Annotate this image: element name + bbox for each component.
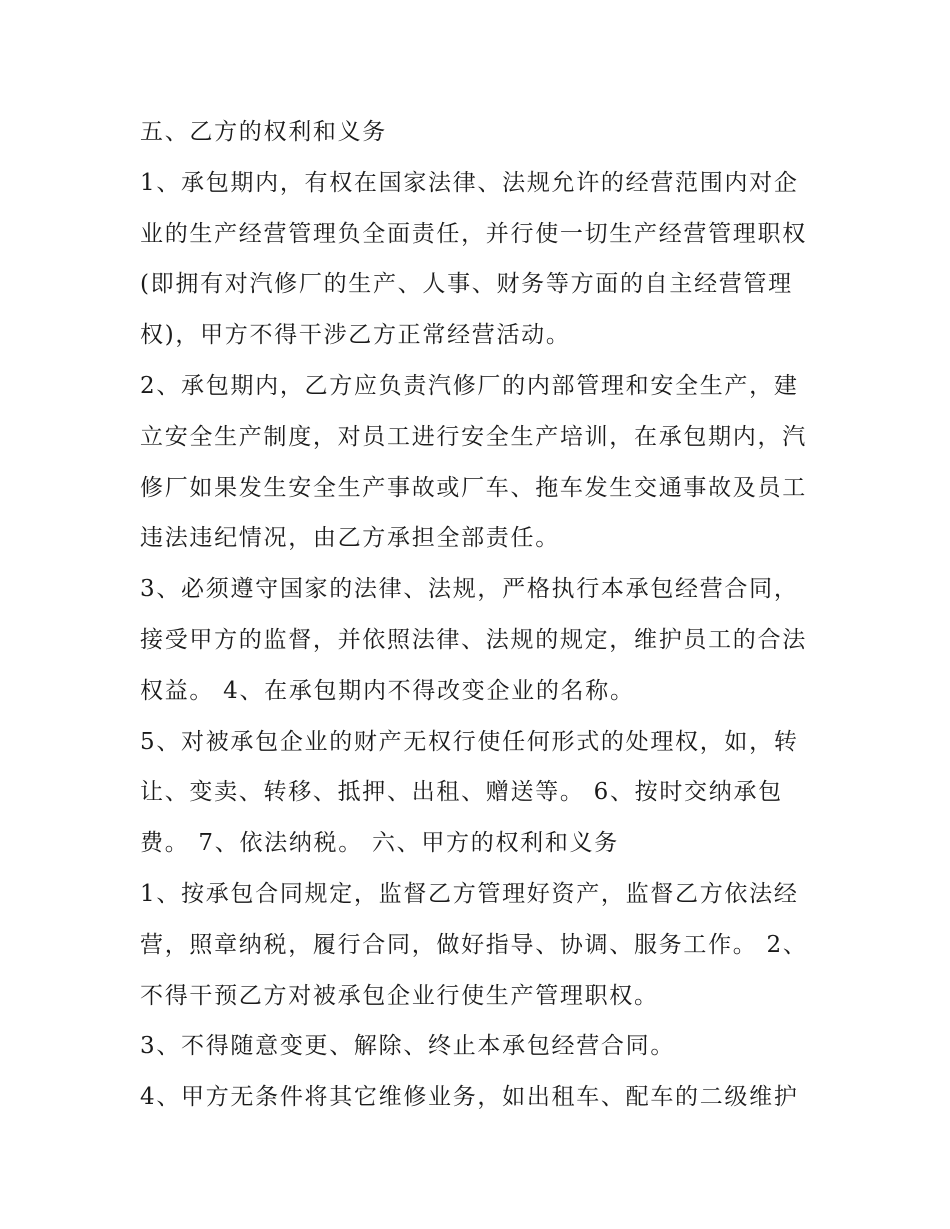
text-line: 5、对被承包企业的财产无权行使任何形式的处理权，如，转 [140,728,799,755]
text-line: 3、必须遵守国家的法律、法规，严格执行本承包经营合同， [140,576,799,603]
text-line: 修厂如果发生安全生产事故或厂车、拖车发生交通事故及员工 [140,474,807,501]
text-line: 权益。 4、在承包期内不得改变企业的名称。 [140,677,635,704]
text-line: 权)，甲方不得干涉乙方正常经营活动。 [140,322,571,349]
section-heading: 五、乙方的权利和义务 [140,119,387,145]
text-line: 接受甲方的监督，并依照法律、法规的规定，维护员工的合法 [140,626,807,653]
text-line: 让、变卖、转移、抵押、出租、赠送等。 6、按时交纳承包 [140,779,783,806]
document-body [140,107,830,1123]
text-line: 费。 7、依法纳税。 六、甲方的权利和义务 [140,830,619,857]
text-line: 营，照章纳税，履行合同，做好指导、协调、服务工作。 2、 [140,931,808,958]
text-line: 不得干预乙方对被承包企业行使生产管理职权。 [140,982,659,1009]
text-line: 4、甲方无条件将其它维修业务，如出租车、配车的二级维护 [140,1084,799,1111]
text-line: 2、承包期内，乙方应负责汽修厂的内部管理和安全生产，建 [140,372,799,399]
text-line: 业的生产经营管理负全面责任，并行使一切生产经营管理职权 [140,220,807,247]
text-line: 3、不得随意变更、解除、终止本承包经营合同。 [140,1033,676,1060]
text-line: 违法违纪情况，由乙方承担全部责任。 [140,525,560,552]
text-line: 立安全生产制度，对员工进行安全生产培训，在承包期内，汽 [140,423,807,450]
text-line: 1、按承包合同规定，监督乙方管理好资产，监督乙方依法经 [140,880,799,907]
text-line: 1、承包期内，有权在国家法律、法规允许的经营范围内对企 [140,169,799,196]
text-line: (即拥有对汽修厂的生产、人事、财务等方面的自主经营管理 [140,271,793,298]
